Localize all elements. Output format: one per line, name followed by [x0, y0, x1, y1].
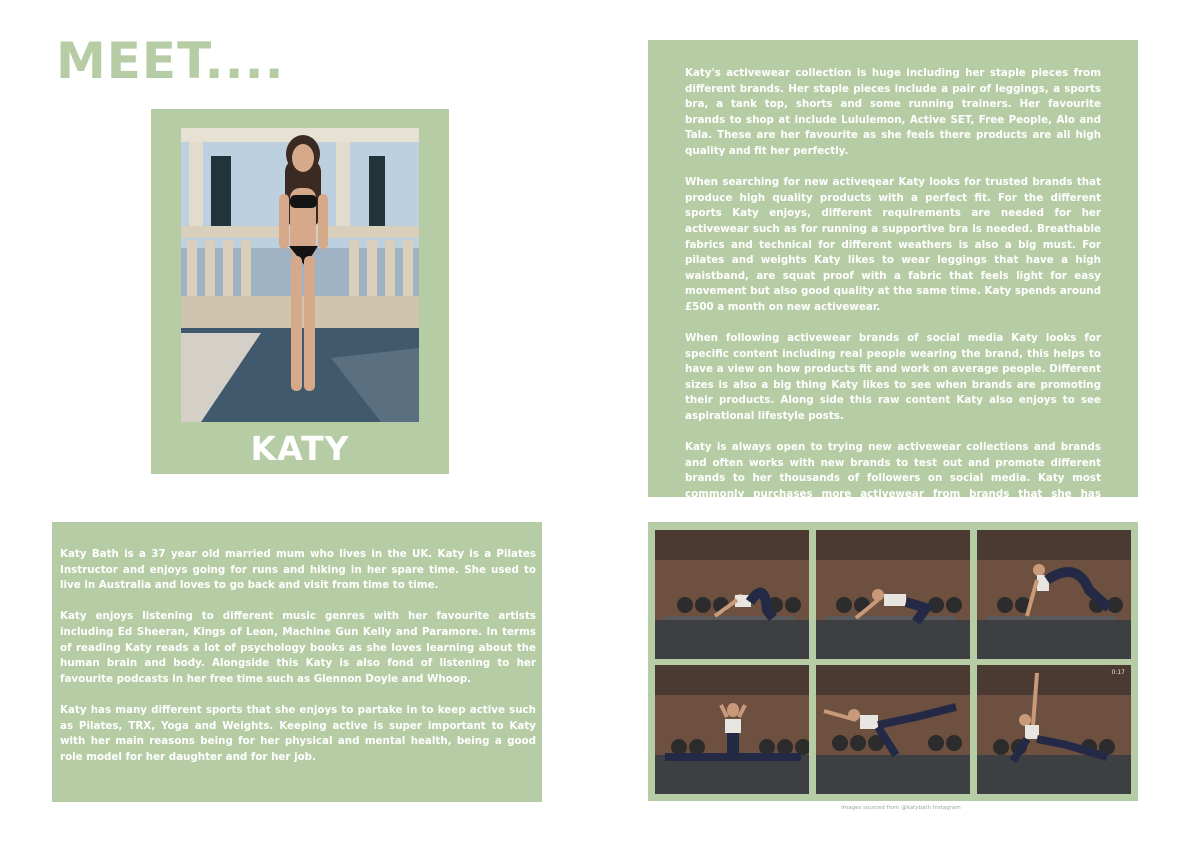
paragraph: Katy is always open to trying new activewear collections and brands and often works with new brands to test out and promote different brands to her thousands of followers on social media. Katy most commonly purchases more activewear from brands that she has previously worked with on a gifted or sponsored basis.: [685, 441, 1101, 516]
paragraph: Katy enjoys listening to different music genres with her favourite artists including Ed Sheeran, Kings of Leon, Machine Gun Kelly and Paramore. In terms of reading Katy reads a lot of psychology books as she loves learning about the human brain and body. Alongside this Katy is also fond of listening to her favourite podcasts in her free time such as Glennon Doyle and Whoop.: [60, 610, 536, 685]
gallery-photo: [977, 665, 1131, 794]
paragraph: Katy's activewear collection is huge including her staple pieces from different brands. Her staple pieces include a pair of leggings, a sports bra, a tank top, shorts and some running trainers. Her favourite brands to shop at include Lululemon, Active SET, Free People, Alo and Tala. These are her favourite as she feels there products are all high quality and fit her perfectly.: [685, 67, 1101, 157]
gallery-photo: [977, 530, 1131, 659]
paragraph: When searching for new activeqear Katy looks for trusted brands that produce high quality products with a perfect fit. For the different sports Katy enjoys, different requirements are needed for her activewear such as for running a supportive bra is needed. Breathable fabrics and technical for different weathers is also a big must. For pilates and weights Katy likes to wear leggings that have a high waistband, are squat proof with a fabric that feels light for easy movement but also good quality at the same time. Katy spends around £500 a month on new activewear.: [685, 176, 1101, 313]
paragraph: When following activewear brands of social media Katy looks for specific content including real people wearing the brand, this helps to have a view on how products fit and work on average people. Different sizes is also a big thing Katy likes to see when brands are promoting their products. Along side this raw content Katy also enjoys to see aspirational lifestyle posts.: [685, 332, 1101, 423]
portrait-card: [151, 109, 449, 474]
bio-text-panel: [52, 522, 542, 802]
gallery-photo: [655, 530, 809, 659]
paragraph: Katy has many different sports that she enjoys to partake in to keep active such as Pilates, TRX, Yoga and Weights. Keeping active is super important to Katy with her main reasons being for her physical and mental health, being a good role model for her daughter and for her job.: [60, 703, 536, 763]
video-timestamp: 0:17: [1111, 669, 1125, 676]
gallery-photo: [816, 665, 970, 794]
activewear-text: [685, 66, 1101, 518]
page-title: MEET....: [56, 32, 285, 90]
gallery-photo: [655, 665, 809, 794]
portrait-photo: [181, 128, 419, 422]
paragraph: Katy Bath is a 37 year old married mum who lives in the UK. Katy is a Pilates Instructor and enjoys going for runs and hiking in her spare time. She used to live in Australia and loves to go back and visit from time to time.: [60, 548, 536, 592]
bio-text: [60, 547, 536, 765]
person-name: KATY: [250, 429, 350, 468]
gallery-photo: [816, 530, 970, 659]
activewear-text-panel: [648, 40, 1138, 516]
image-credit: Images sourced from @katybath Instagram: [841, 805, 961, 811]
pilates-gallery: [648, 522, 1138, 801]
